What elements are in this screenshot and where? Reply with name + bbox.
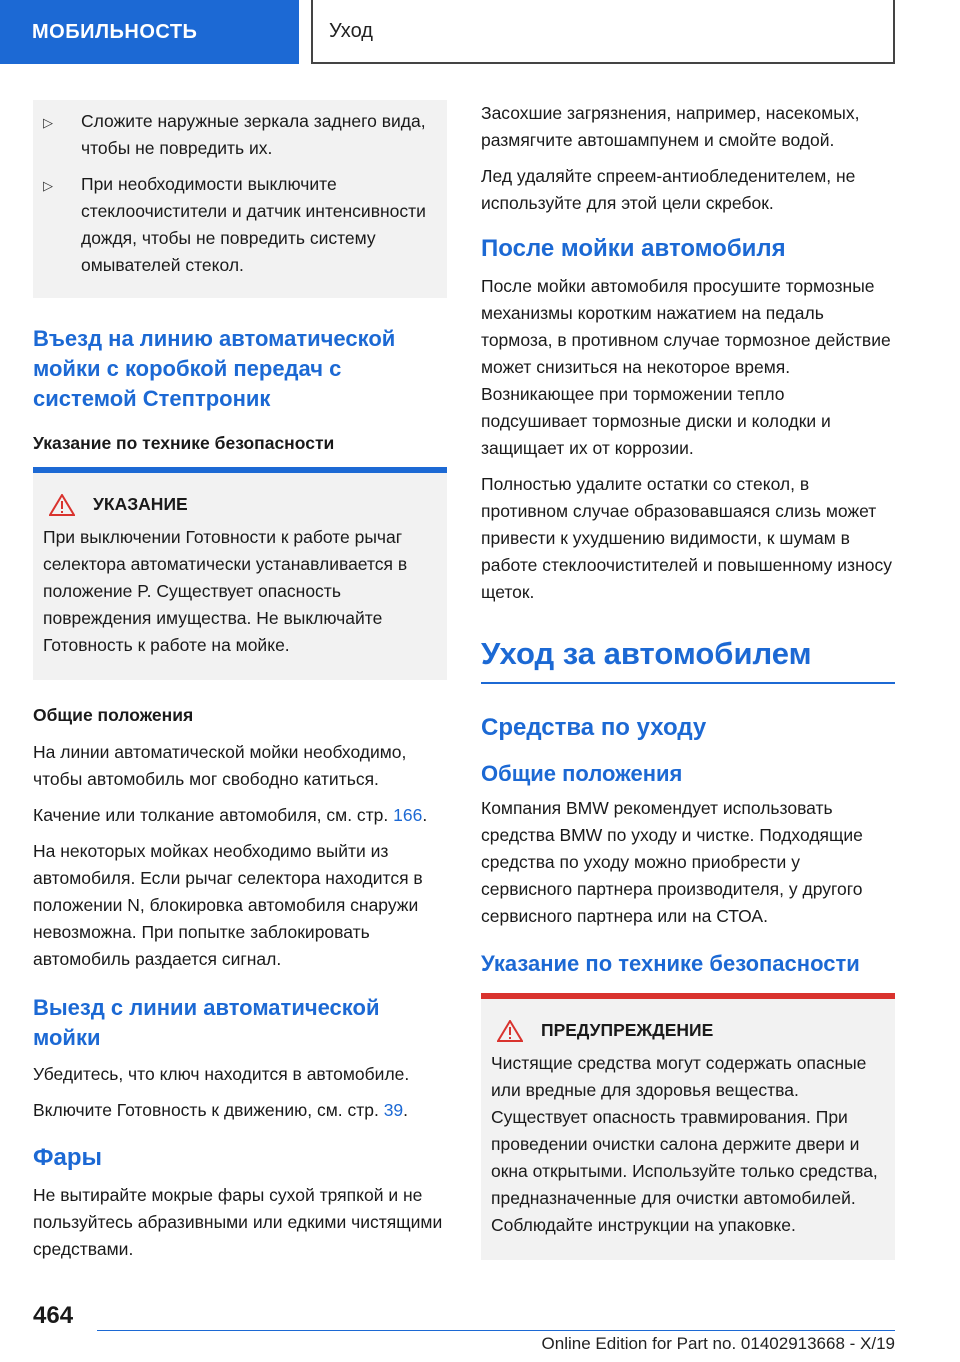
- subsection-heading: Указание по технике безопасности: [481, 951, 860, 976]
- list-item: [43, 108, 437, 162]
- list-item-text: При необходимости выключите стеклоочистители и датчик интенсивности дождя, чтобы не повредить систему омывателей стекол.: [81, 174, 426, 275]
- paragraph: Засохшие загрязнения, например, насекомых, размягчите автошампунем и смойте водой.: [481, 103, 860, 150]
- list-item: [43, 171, 437, 279]
- triangle-right-icon: ▷: [43, 115, 53, 130]
- chapter-heading: Уход за автомобилем: [481, 634, 895, 684]
- section-heading: Средства по уходу: [481, 714, 707, 741]
- subsection-heading: Общие положения: [481, 761, 683, 786]
- footer-divider: [97, 1330, 895, 1331]
- notice-title: УКАЗАНИЕ: [93, 494, 188, 514]
- paragraph: Компания BMW рекомендует использовать средства BMW по уходу и чистке. Подходящие средства по уходу можно приобрести у сервисного партнера производителя, у другого сервисного партнера или на СТОА.: [481, 798, 863, 926]
- paragraph: На некоторых мойках необходимо выйти из автомобиля. Если рычаг селектора находится в положении N, блокировка автомобиля снаружи невозможна. При попытке заблокировать автомобиль раздается сигнал.: [33, 841, 423, 969]
- paragraph-with-link: Включите Готовность к движению, см. стр. 39.: [33, 1100, 409, 1120]
- paragraph: Полностью удалите остатки со стекол, в противном случае образовавшаяся слизь может привести к ухудшению видимости, к шумам в работе стеклоочистителей и повышенному износу щеток.: [481, 474, 892, 602]
- paragraph-with-link: Качение или толкание автомобиля, см. стр. 166.: [33, 805, 428, 825]
- warning-header: [491, 1017, 885, 1044]
- left-column: [33, 100, 447, 1272]
- page-link[interactable]: 39: [383, 1100, 404, 1120]
- warning-title: ПРЕДУПРЕЖДЕНИЕ: [541, 1020, 714, 1040]
- section-heading: После мойки автомобиля: [481, 235, 786, 262]
- warning-box: [481, 993, 895, 1260]
- section-heading: Въезд на линию автоматической мойки с коробкой передач с системой Стептроник: [33, 326, 396, 411]
- header-chapter-title: Уход: [311, 0, 895, 64]
- paragraph: Не вытирайте мокрые фары сухой тряпкой и не пользуйтесь абразивными или едкими чистящими средствами.: [33, 1185, 443, 1259]
- section-heading: Выезд с линии автоматической мойки: [33, 995, 380, 1050]
- right-column: [481, 100, 895, 1282]
- triangle-right-icon: ▷: [43, 178, 53, 193]
- notice-box: [33, 467, 447, 680]
- warning-text: Чистящие средства могут содержать опасные или вредные для здоровья вещества. Существует опасность травмирования. При проведении очистки салона держите двери и окна открытыми. Используйте только средства, предназначенные для очистки автомобилей. Соблюдайте инструкции на упаковке.: [491, 1053, 878, 1235]
- warning-triangle-icon: [49, 494, 75, 516]
- paragraph: Лед удаляйте спреем-антиобледенителем, не используйте для этой цели скребок.: [481, 166, 856, 213]
- paragraph: После мойки автомобиля просушите тормозные механизмы коротким нажатием на педаль тормоза, в противном случае тормозное действие может снизиться на некоторое время. Возникающее при торможении тепло подсушивает тормозные диски и колодки и защищает их от коррозии.: [481, 276, 891, 458]
- notice-header: [43, 491, 437, 518]
- notice-text: При выключении Готовности к работе рычаг селектора автоматически устанавливается в положение P. Существует опасность повреждения имущества. Не выключайте Готовность к работе на мойке.: [43, 527, 408, 655]
- header-section-title: МОБИЛЬНОСТЬ: [0, 0, 299, 64]
- footer-edition: Online Edition for Part no. 01402913668 - X/19: [541, 1334, 895, 1353]
- subsection-heading: Общие положения: [33, 705, 194, 725]
- page-link[interactable]: 166: [393, 805, 423, 825]
- warning-triangle-icon: [497, 1020, 523, 1042]
- section-heading: Фары: [33, 1144, 102, 1171]
- list-box: [33, 100, 447, 298]
- subsection-heading: Указание по технике безопасности: [33, 433, 335, 453]
- paragraph: Убедитесь, что ключ находится в автомобиле.: [33, 1064, 410, 1084]
- list-item-text: Сложите наружные зеркала заднего вида, чтобы не повредить их.: [81, 111, 426, 158]
- paragraph: На линии автоматической мойки необходимо, чтобы автомобиль мог свободно катиться.: [33, 742, 407, 789]
- page-number: 464: [33, 1302, 74, 1329]
